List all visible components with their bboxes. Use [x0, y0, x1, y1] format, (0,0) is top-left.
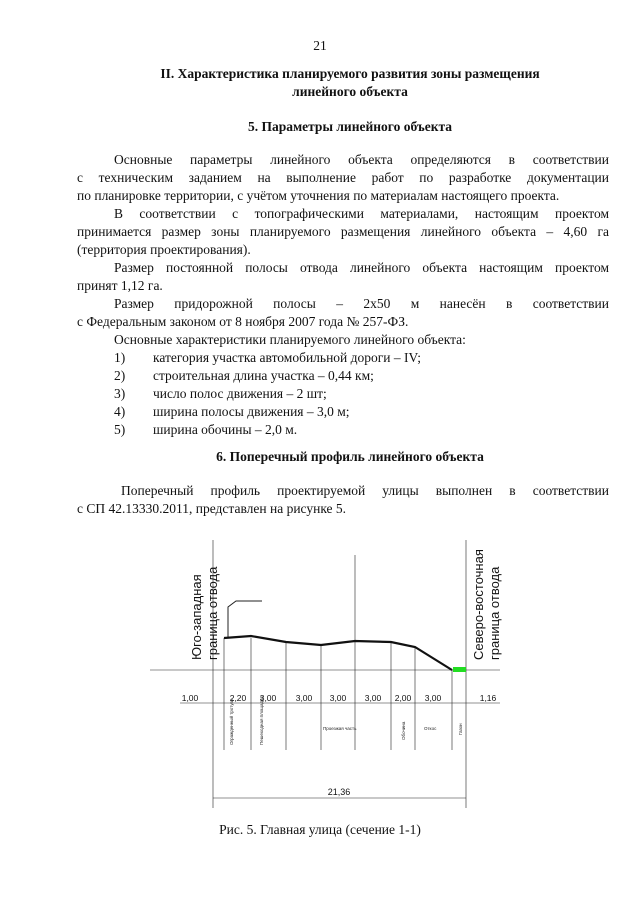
zone-label: Обочина — [401, 721, 406, 740]
right-boundary-label-1: Северо-восточная — [471, 549, 486, 660]
figure-caption: Рис. 5. Главная улица (сечение 1-1) — [219, 822, 421, 837]
list-number: 1) — [114, 350, 126, 365]
road-surface — [224, 636, 452, 670]
left-boundary-label-2: граница отвода — [205, 566, 220, 660]
dimension-value: 1,16 — [479, 693, 497, 703]
p2-line1: В соответствии с топографическими материалами, настоящим проектом — [114, 206, 609, 221]
p3-line1: Размер постоянной полосы отвода линейного объекта настоящим проектом — [114, 260, 609, 275]
zone-label: Огражденный тротуар — [229, 698, 234, 745]
page-number: 21 — [313, 38, 327, 53]
list-number: 4) — [114, 404, 126, 419]
zone-label: Пешеходная площадка — [259, 696, 264, 745]
list-text: строительная длина участка – 0,44 км; — [153, 368, 374, 383]
dimension-value: 3,00 — [295, 693, 313, 703]
dimension-value: 2,20 — [229, 693, 247, 703]
dimension-value: 3,00 — [259, 693, 277, 703]
p6-line2: с СП 42.13330.2011, представлен на рисунке 5. — [77, 501, 347, 516]
list-text: ширина полосы движения – 3,0 м; — [153, 404, 350, 419]
left-boundary-label-1: Юго-западная — [189, 574, 204, 660]
total-dimension: 21,36 — [327, 787, 351, 797]
list-text: число полос движения – 2 шт; — [153, 386, 327, 401]
subsection-6-title: 6. Поперечный профиль линейного объекта — [216, 449, 484, 464]
list-text: категория участка автомобильной дороги – IV; — [153, 350, 422, 365]
fence — [228, 601, 262, 638]
p1-line2: с техническим заданием на выполнение работ по разработке документации — [77, 170, 609, 185]
p2-line2: принимается размер зоны планируемого размещения линейного объекта – 4,60 га — [77, 224, 609, 239]
p4-line1: Размер придорожной полосы – 2х50 м нанесён в соответствии — [114, 296, 609, 311]
zone-label: Проезжая часть — [323, 726, 357, 731]
subsection-5-title: 5. Параметры линейного объекта — [247, 119, 453, 134]
section-title-line2: линейного объекта — [292, 84, 408, 99]
list-number: 2) — [114, 368, 126, 383]
dimension-value: 1,00 — [181, 693, 199, 703]
right-boundary-label-2: граница отвода — [487, 566, 502, 660]
lawn — [453, 667, 466, 672]
p1-line3: по планировке территории, с учётом уточнения по материалам настоящего проекта. — [77, 188, 560, 203]
zone-label: Откос — [424, 726, 437, 731]
p2-line3: (территория проектирования). — [77, 242, 251, 257]
p1-line1: Основные параметры линейного объекта определяются в соответствии — [114, 152, 609, 167]
p5-line1: Основные характеристики планируемого линейного объекта: — [114, 332, 466, 347]
section-title-line1: II. Характеристика планируемого развития зоны размещения — [160, 66, 540, 81]
p3-line2: принят 1,12 га. — [77, 278, 163, 293]
dimension-value: 3,00 — [424, 693, 442, 703]
dimension-value: 2,00 — [394, 693, 412, 703]
p6-line1: Поперечный профиль проектируемой улицы выполнен в соответствии — [121, 483, 609, 498]
list-text: ширина обочины – 2,0 м. — [153, 422, 298, 437]
p4-line2: с Федеральным законом от 8 ноября 2007 года № 257-ФЗ. — [77, 314, 409, 329]
dimension-value: 3,00 — [329, 693, 347, 703]
dimension-value: 3,00 — [364, 693, 382, 703]
list-number: 3) — [114, 386, 126, 401]
list-number: 5) — [114, 422, 126, 437]
zone-label: Газон — [458, 723, 463, 735]
